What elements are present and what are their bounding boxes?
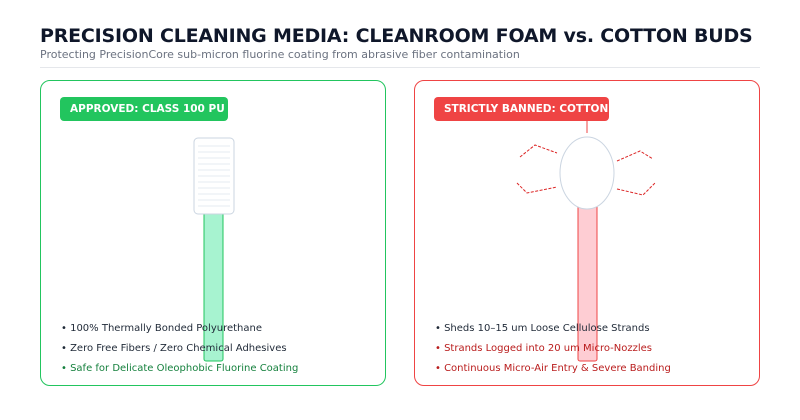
header-divider — [40, 67, 760, 68]
approved-bullet: • Zero Free Fibers / Zero Chemical Adhesives — [61, 343, 287, 354]
banned-bullet: • Strands Logged into 20 um Micro-Nozzles — [435, 343, 652, 354]
page-subtitle: Protecting PrecisionCore sub-micron fluorine coating from abrasive fiber contamination — [40, 48, 520, 61]
approved-badge: APPROVED: CLASS 100 PU FOAM — [60, 97, 228, 121]
approved-bullet: • Safe for Delicate Oleophobic Fluorine Coating — [61, 363, 299, 374]
banned-bullet: • Continuous Micro-Air Entry & Severe Banding — [435, 363, 671, 374]
banned-panel — [414, 80, 760, 386]
approved-panel — [40, 80, 386, 386]
banned-bullet: • Sheds 10–15 um Loose Cellulose Strands — [435, 323, 650, 334]
approved-bullet: • 100% Thermally Bonded Polyurethane — [61, 323, 262, 334]
approved-bullet-list — [61, 322, 298, 382]
cotton-bud-head — [560, 137, 614, 209]
banned-bullet-list — [435, 322, 671, 382]
page-title: PRECISION CLEANING MEDIA: CLEANROOM FOAM vs. COTTON BUDS — [40, 25, 753, 47]
banned-badge: STRICTLY BANNED: COTTON BUDS — [434, 97, 609, 121]
